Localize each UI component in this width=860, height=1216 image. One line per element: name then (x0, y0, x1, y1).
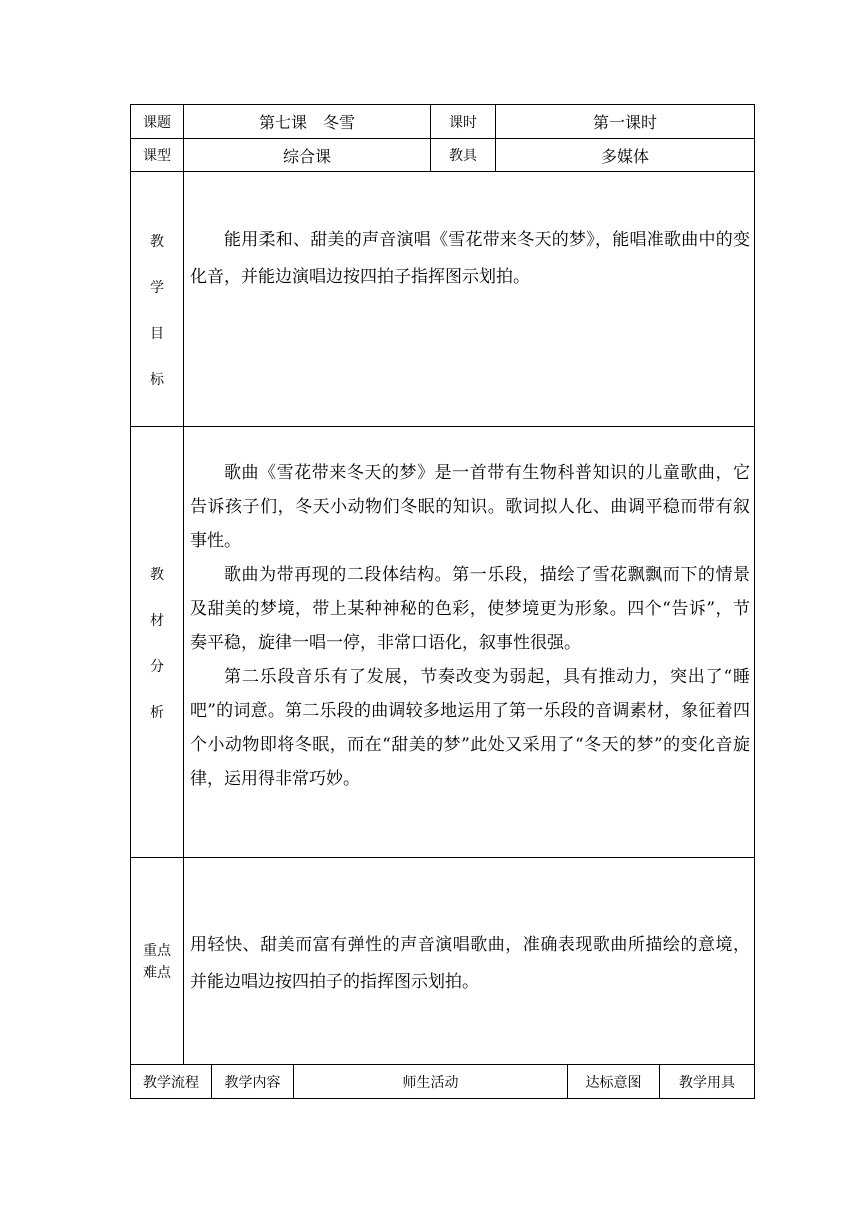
key-points-label-line: 难点 (143, 965, 171, 981)
analysis-label (131, 568, 183, 752)
table-border (130, 171, 755, 172)
analysis-paragraph: 歌曲为带再现的二段体结构。第一乐段，描绘了雪花飘飘而下的情景及甜美的梦境，带上某种神秘的色彩，使梦境更为形象。四个“告诉”，节奏平稳，旋律一唱一停，非常口语化，叙事性很强。 (190, 565, 750, 653)
table-border (183, 104, 184, 1065)
objectives-text: 能用柔和、甜美的声音演唱《雪花带来冬天的梦》，能唱准歌曲中的变化音，并能边演唱边按四拍子指挥图示划拍。 (190, 230, 750, 287)
col-teaching-content: 教学内容 (224, 1074, 281, 1091)
analysis-label-char: 教 (150, 567, 164, 583)
objectives-label-char: 教 (150, 234, 164, 250)
objectives-label (131, 235, 183, 419)
objectives-label-char: 标 (150, 372, 164, 388)
lesson-period: 第一课时 (592, 113, 657, 132)
table-border (754, 104, 755, 1099)
label-type: 课型 (143, 148, 171, 164)
col-target-intent: 达标意图 (585, 1074, 642, 1091)
label-topic: 课题 (143, 114, 171, 131)
col-teaching-tools: 教学用具 (679, 1074, 735, 1091)
col-teaching-flow: 教学流程 (143, 1074, 199, 1091)
analysis-paragraph: 第二乐段音乐有了发展，节奏改变为弱起，具有推动力，突出了“睡吧”的词意。第二乐段的曲调较多地运用了第一乐段的音调素材，象征着四个小动物即将冬眠，而在“甜美的梦”此处又采用了“冬天的梦”的变化音旋律，运用得非常巧妙。 (190, 667, 750, 789)
analysis-content (190, 456, 750, 796)
analysis-paragraph: 歌曲《雪花带来冬天的梦》是一首带有生物科普知识的儿童歌曲，它告诉孩子们，冬天小动物们冬眠的知识。歌词拟人化、曲调平稳而带有叙事性。 (190, 463, 750, 551)
analysis-label-char: 材 (150, 613, 164, 629)
key-points-text: 用轻快、甜美而富有弹性的声音演唱歌曲，准确表现歌曲所描绘的意境，并能边唱边按四拍子的指挥图示划拍。 (190, 935, 750, 992)
col-activities: 师生活动 (402, 1074, 459, 1091)
key-points-label-line: 重点 (143, 943, 171, 959)
key-points-content (190, 927, 750, 1001)
analysis-label-char: 析 (150, 705, 164, 721)
key-points-label (131, 944, 183, 988)
analysis-label-char: 分 (150, 659, 164, 675)
objectives-label-char: 学 (150, 280, 164, 296)
label-tools: 教具 (449, 148, 477, 164)
table-border (130, 857, 755, 858)
objectives-label-char: 目 (150, 326, 164, 342)
lesson-topic: 第七课 冬雪 (258, 113, 355, 132)
objectives-content (190, 222, 750, 296)
table-border (130, 426, 755, 427)
lesson-tools: 多媒体 (600, 146, 649, 166)
table-border (130, 1098, 755, 1099)
lesson-type: 综合课 (282, 146, 331, 166)
label-period: 课时 (449, 114, 477, 131)
